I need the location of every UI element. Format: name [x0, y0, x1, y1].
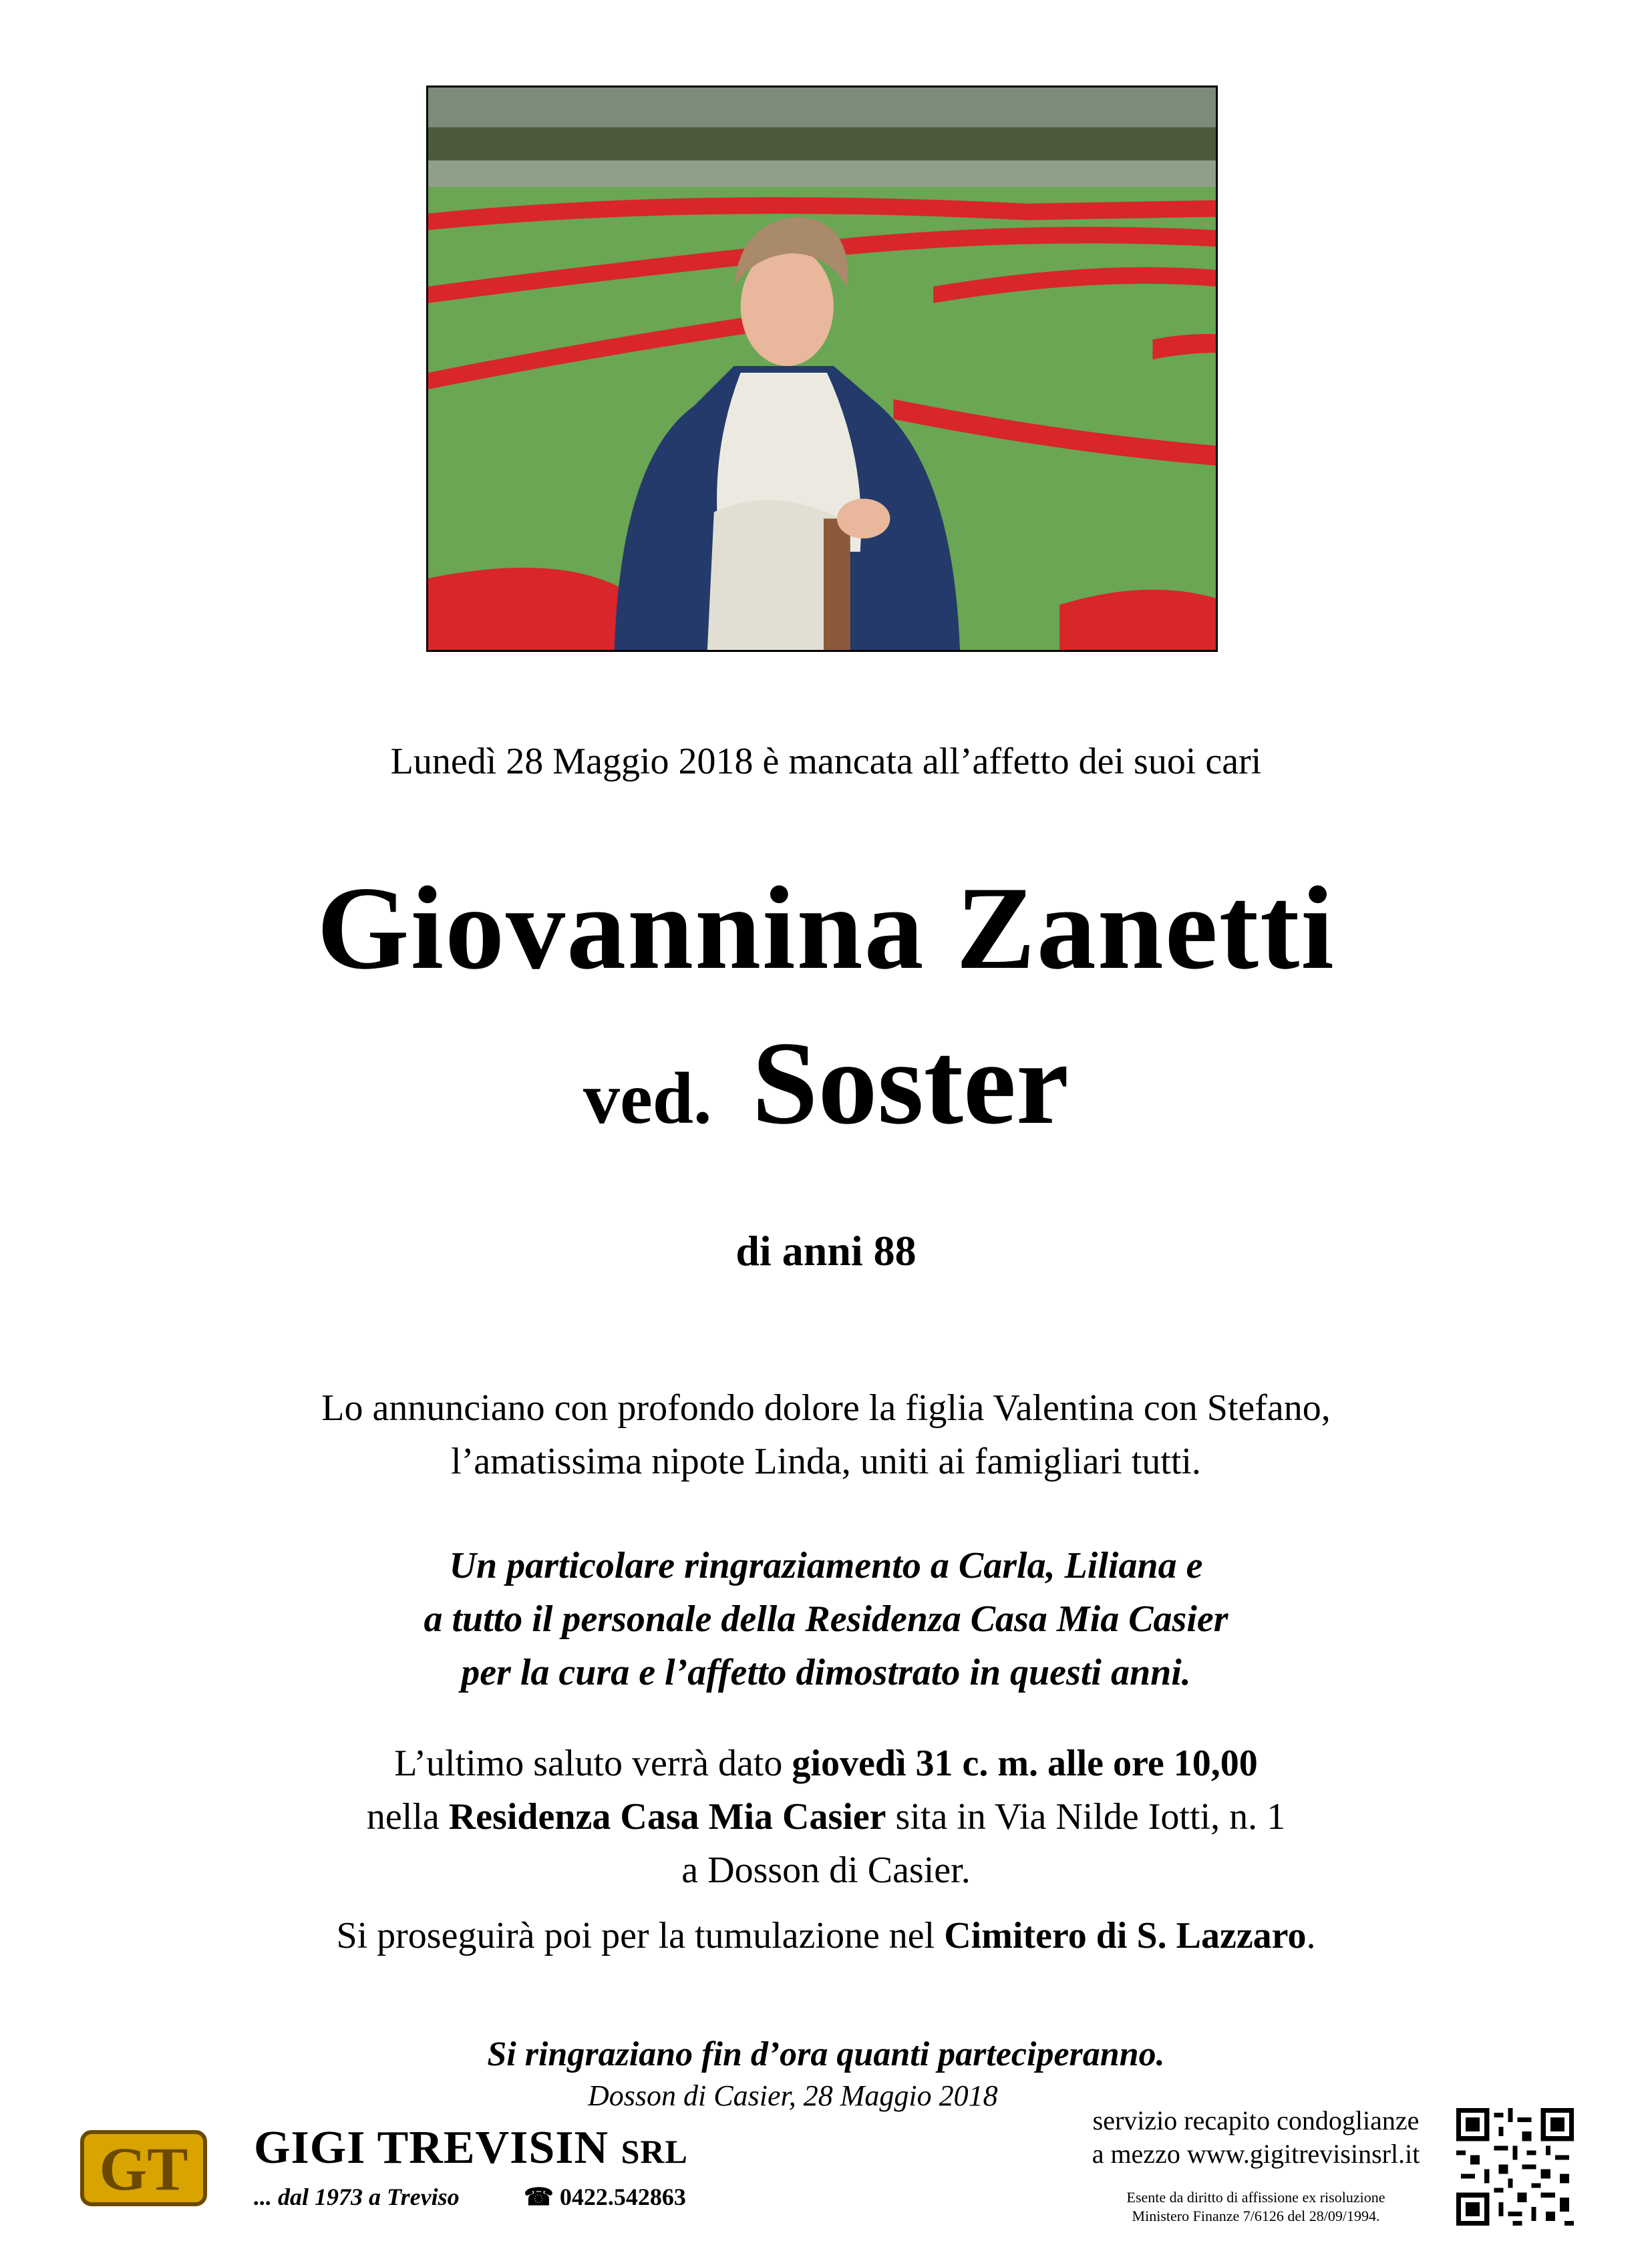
- family-line-1: Lo annunciano con profondo dolore la figlia Valentina con Stefano,: [321, 1387, 1331, 1429]
- exempt-line-2: Ministero Finanze 7/6126 del 28/09/1994.: [1132, 2208, 1380, 2224]
- deceased-name: Giovannina Zanetti: [317, 862, 1335, 994]
- family-announcement: [0, 1381, 1652, 1488]
- condolence-service: [1069, 2104, 1443, 2171]
- ceremony-details: [0, 1737, 1652, 1897]
- ceremony-text: nella: [366, 1796, 449, 1838]
- burial-text: Si proseguirà poi per la tumulazione nel: [336, 1915, 945, 1956]
- thanks-line-1: Un particolare ringraziamento a Carla, Liliana e: [449, 1545, 1203, 1586]
- service-line-2: a mezzo www.gigitrevisinsrl.it: [1092, 2139, 1420, 2169]
- married-name-line: [0, 1017, 1652, 1149]
- company-since: ... dal 1973 a Treviso: [254, 2184, 460, 2210]
- company-name: [254, 2121, 688, 2175]
- ceremony-line-2: [0, 1790, 1652, 1844]
- ceremony-line-1: [0, 1737, 1652, 1790]
- exempt-line-1: Esente da diritto di affissione ex risoluzione: [1126, 2189, 1385, 2206]
- age-text: di anni 88: [735, 1227, 917, 1274]
- phone-icon: ☎: [524, 2184, 554, 2210]
- death-announcement: Lunedì 28 Maggio 2018 è mancata all’affetto dei suoi cari: [390, 741, 1262, 782]
- phone-number: 0422.542863: [559, 2184, 686, 2210]
- service-line-1: servizio recapito condoglianze: [1092, 2105, 1420, 2135]
- married-name: Soster: [752, 1017, 1069, 1149]
- family-line-2: l’amatissima nipote Linda, uniti ai famigliari tutti.: [451, 1441, 1201, 1482]
- cemetery-name: Cimitero di S. Lazzaro: [944, 1915, 1307, 1956]
- company-phone: [524, 2183, 686, 2211]
- ceremony-venue: Residenza Casa Mia Casier: [448, 1796, 886, 1838]
- portrait-photo: [426, 85, 1218, 652]
- logo-text: GT: [99, 2135, 188, 2203]
- company-name-text: GIGI TREVISIN: [254, 2122, 609, 2174]
- thanks-line-3: per la cura e l’affetto dimostrato in questi anni.: [461, 1652, 1191, 1693]
- thanks-line-2: a tutto il personale della Residenza Casa Mia Casier: [424, 1598, 1228, 1640]
- ceremony-line-3: a Dosson di Casier.: [681, 1850, 971, 1891]
- ceremony-address: sita in Via Nilde Iotti, n. 1: [886, 1796, 1286, 1838]
- closing-thanks: Si ringraziano fin d’ora quanti parteciperanno.: [487, 2035, 1165, 2073]
- company-suffix: SRL: [621, 2133, 688, 2170]
- thanks-paragraph: [0, 1539, 1652, 1699]
- qr-code[interactable]: [1456, 2108, 1574, 2226]
- burial-period: .: [1306, 1915, 1316, 1956]
- place-date: Dosson di Casier, 28 Maggio 2018: [588, 2079, 998, 2112]
- tax-exemption-note: [1082, 2188, 1430, 2226]
- ceremony-text: L’ultimo saluto verrà dato: [394, 1743, 792, 1784]
- burial-details: [0, 1909, 1652, 1962]
- funeral-home-logo: [77, 2125, 210, 2211]
- ceremony-datetime: giovedì 31 c. m. alle ore 10,00: [792, 1743, 1258, 1784]
- widow-prefix: ved.: [583, 1057, 712, 1139]
